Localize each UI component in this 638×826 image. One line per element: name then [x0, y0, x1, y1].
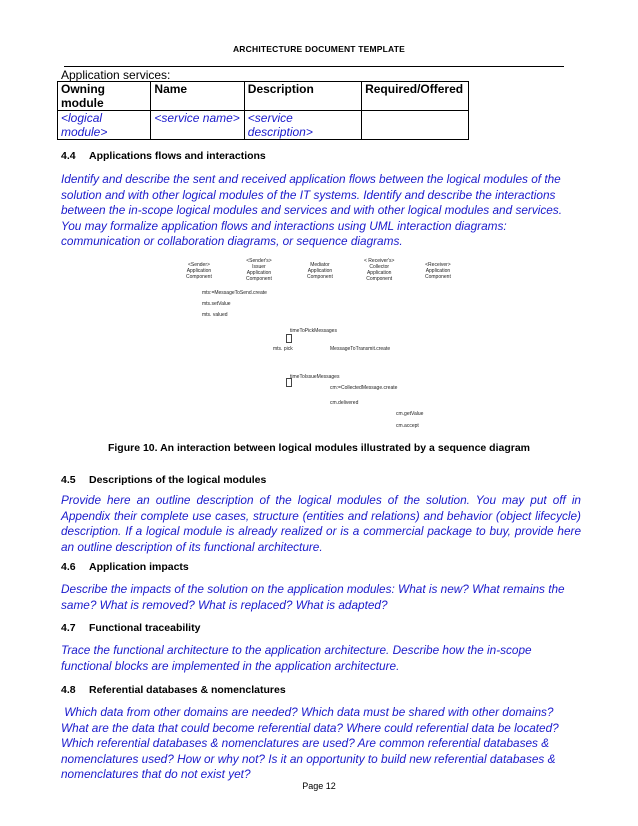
activation-box: [286, 334, 292, 343]
message-label: cm.delivered: [330, 400, 359, 406]
participant-label: <Receiver> Application Component: [425, 262, 451, 280]
cell-required-offered: [362, 111, 469, 140]
column-header-owning-module: Owning module: [58, 82, 151, 111]
section-heading-4-7: [61, 622, 200, 634]
cell-owning-module: <logical module>: [58, 111, 151, 140]
cell-name: <service name>: [151, 111, 244, 140]
header-divider: [64, 66, 564, 67]
message-label: timeToIssueMessages: [290, 374, 340, 380]
column-header-required-offered: Required/Offered: [362, 82, 469, 111]
participant-label: <Sender> Application Component: [186, 262, 212, 280]
section-title: Applications flows and interactions: [89, 150, 266, 162]
section-heading-4-6: [61, 561, 189, 573]
services-caption: Application services:: [61, 68, 171, 82]
section-number: 4.4: [61, 150, 76, 162]
section-number: 4.5: [61, 474, 76, 486]
activation-box: [286, 378, 292, 387]
section-heading-4-4: [61, 150, 266, 162]
message-label: mts. pick: [273, 346, 293, 352]
participant-label: Mediator Application Component: [307, 262, 333, 280]
table-row: [58, 111, 469, 140]
participant-sender: [186, 262, 212, 280]
message-label: mts:=MessageToSend.create: [202, 290, 267, 296]
section-heading-4-8: [61, 684, 286, 696]
message-label: timeToPickMessages: [290, 328, 337, 334]
services-table: [57, 81, 469, 140]
section-title: Application impacts: [89, 561, 189, 573]
participant-label: < Receiver's> Collector Application Component: [364, 258, 395, 282]
sequence-diagram: [180, 255, 480, 435]
message-label: cm:=CollectedMessage.create: [330, 385, 398, 391]
message-label: mts.setValue: [202, 301, 231, 307]
message-label: MessageToTransmit.create: [330, 346, 391, 352]
section-text-4-8: Which data from other domains are needed? Which data must be shared with other domains? What are the data that could become referential data? Where could referential data be located? Which referential databases & nomenclatures are used? Are common referential databases & nomenclatures used? How or why not? Is it an opportunity to build new referential databases & nomenclatures that do not exist yet?: [61, 705, 563, 781]
figure-caption: Figure 10. An interaction between logical modules illustrated by a sequence diagram: [107, 442, 531, 454]
section-title: Referential databases & nomenclatures: [89, 684, 286, 696]
message-label: mts. valued: [202, 312, 228, 318]
cell-description: <service description>: [244, 111, 361, 140]
section-number: 4.8: [61, 684, 76, 696]
section-text-4-7: Trace the functional architecture to the application architecture. Describe how the in-scope functional blocks are implemented in the application architecture.: [61, 643, 532, 673]
section-text-4-4: Identify and describe the sent and received application flows between the logical modules of the solution and with other logical modules of the IT systems. Identify and describe the interactions between the in-scope logical modules and services and with other logical modules and services. You may formalize application flows and interactions using UML interaction diagrams: communication or collaboration diagrams, or sequence diagrams.: [61, 172, 562, 248]
participant-mediator: [307, 262, 333, 280]
participant-senders-issuer: [246, 258, 272, 282]
services-table-header: [58, 82, 469, 111]
section-title: Functional traceability: [89, 622, 201, 634]
section-title: Descriptions of the logical modules: [89, 474, 267, 486]
participant-label: <Sender's> Issuer Application Component: [246, 258, 272, 282]
section-text-4-6: Describe the impacts of the solution on the application modules: What is new? What remains the same? What is removed? What is replaced? What is adapted?: [61, 582, 565, 612]
column-header-name: Name: [151, 82, 244, 111]
message-label: cm.getValue: [396, 411, 424, 417]
page-number: Page 12: [302, 781, 336, 791]
section-number: 4.6: [61, 561, 76, 573]
message-label: cm.accept: [396, 423, 419, 429]
participant-receiver: [425, 262, 451, 280]
column-header-description: Description: [244, 82, 361, 111]
page-header: ARCHITECTURE DOCUMENT TEMPLATE: [232, 44, 406, 54]
participant-receivers-collector: [364, 258, 394, 282]
section-number: 4.7: [61, 622, 76, 634]
section-text-4-5: Provide here an outline description of the logical modules of the solution. You may put off in Appendix their complete use cases, structure (entities and relations) and behavior (object lifecycle) description. If a logical module is already realized or is a commercial package to buy, provide here an outline description of its functional architecture.: [61, 493, 581, 554]
section-heading-4-5: [61, 474, 266, 486]
